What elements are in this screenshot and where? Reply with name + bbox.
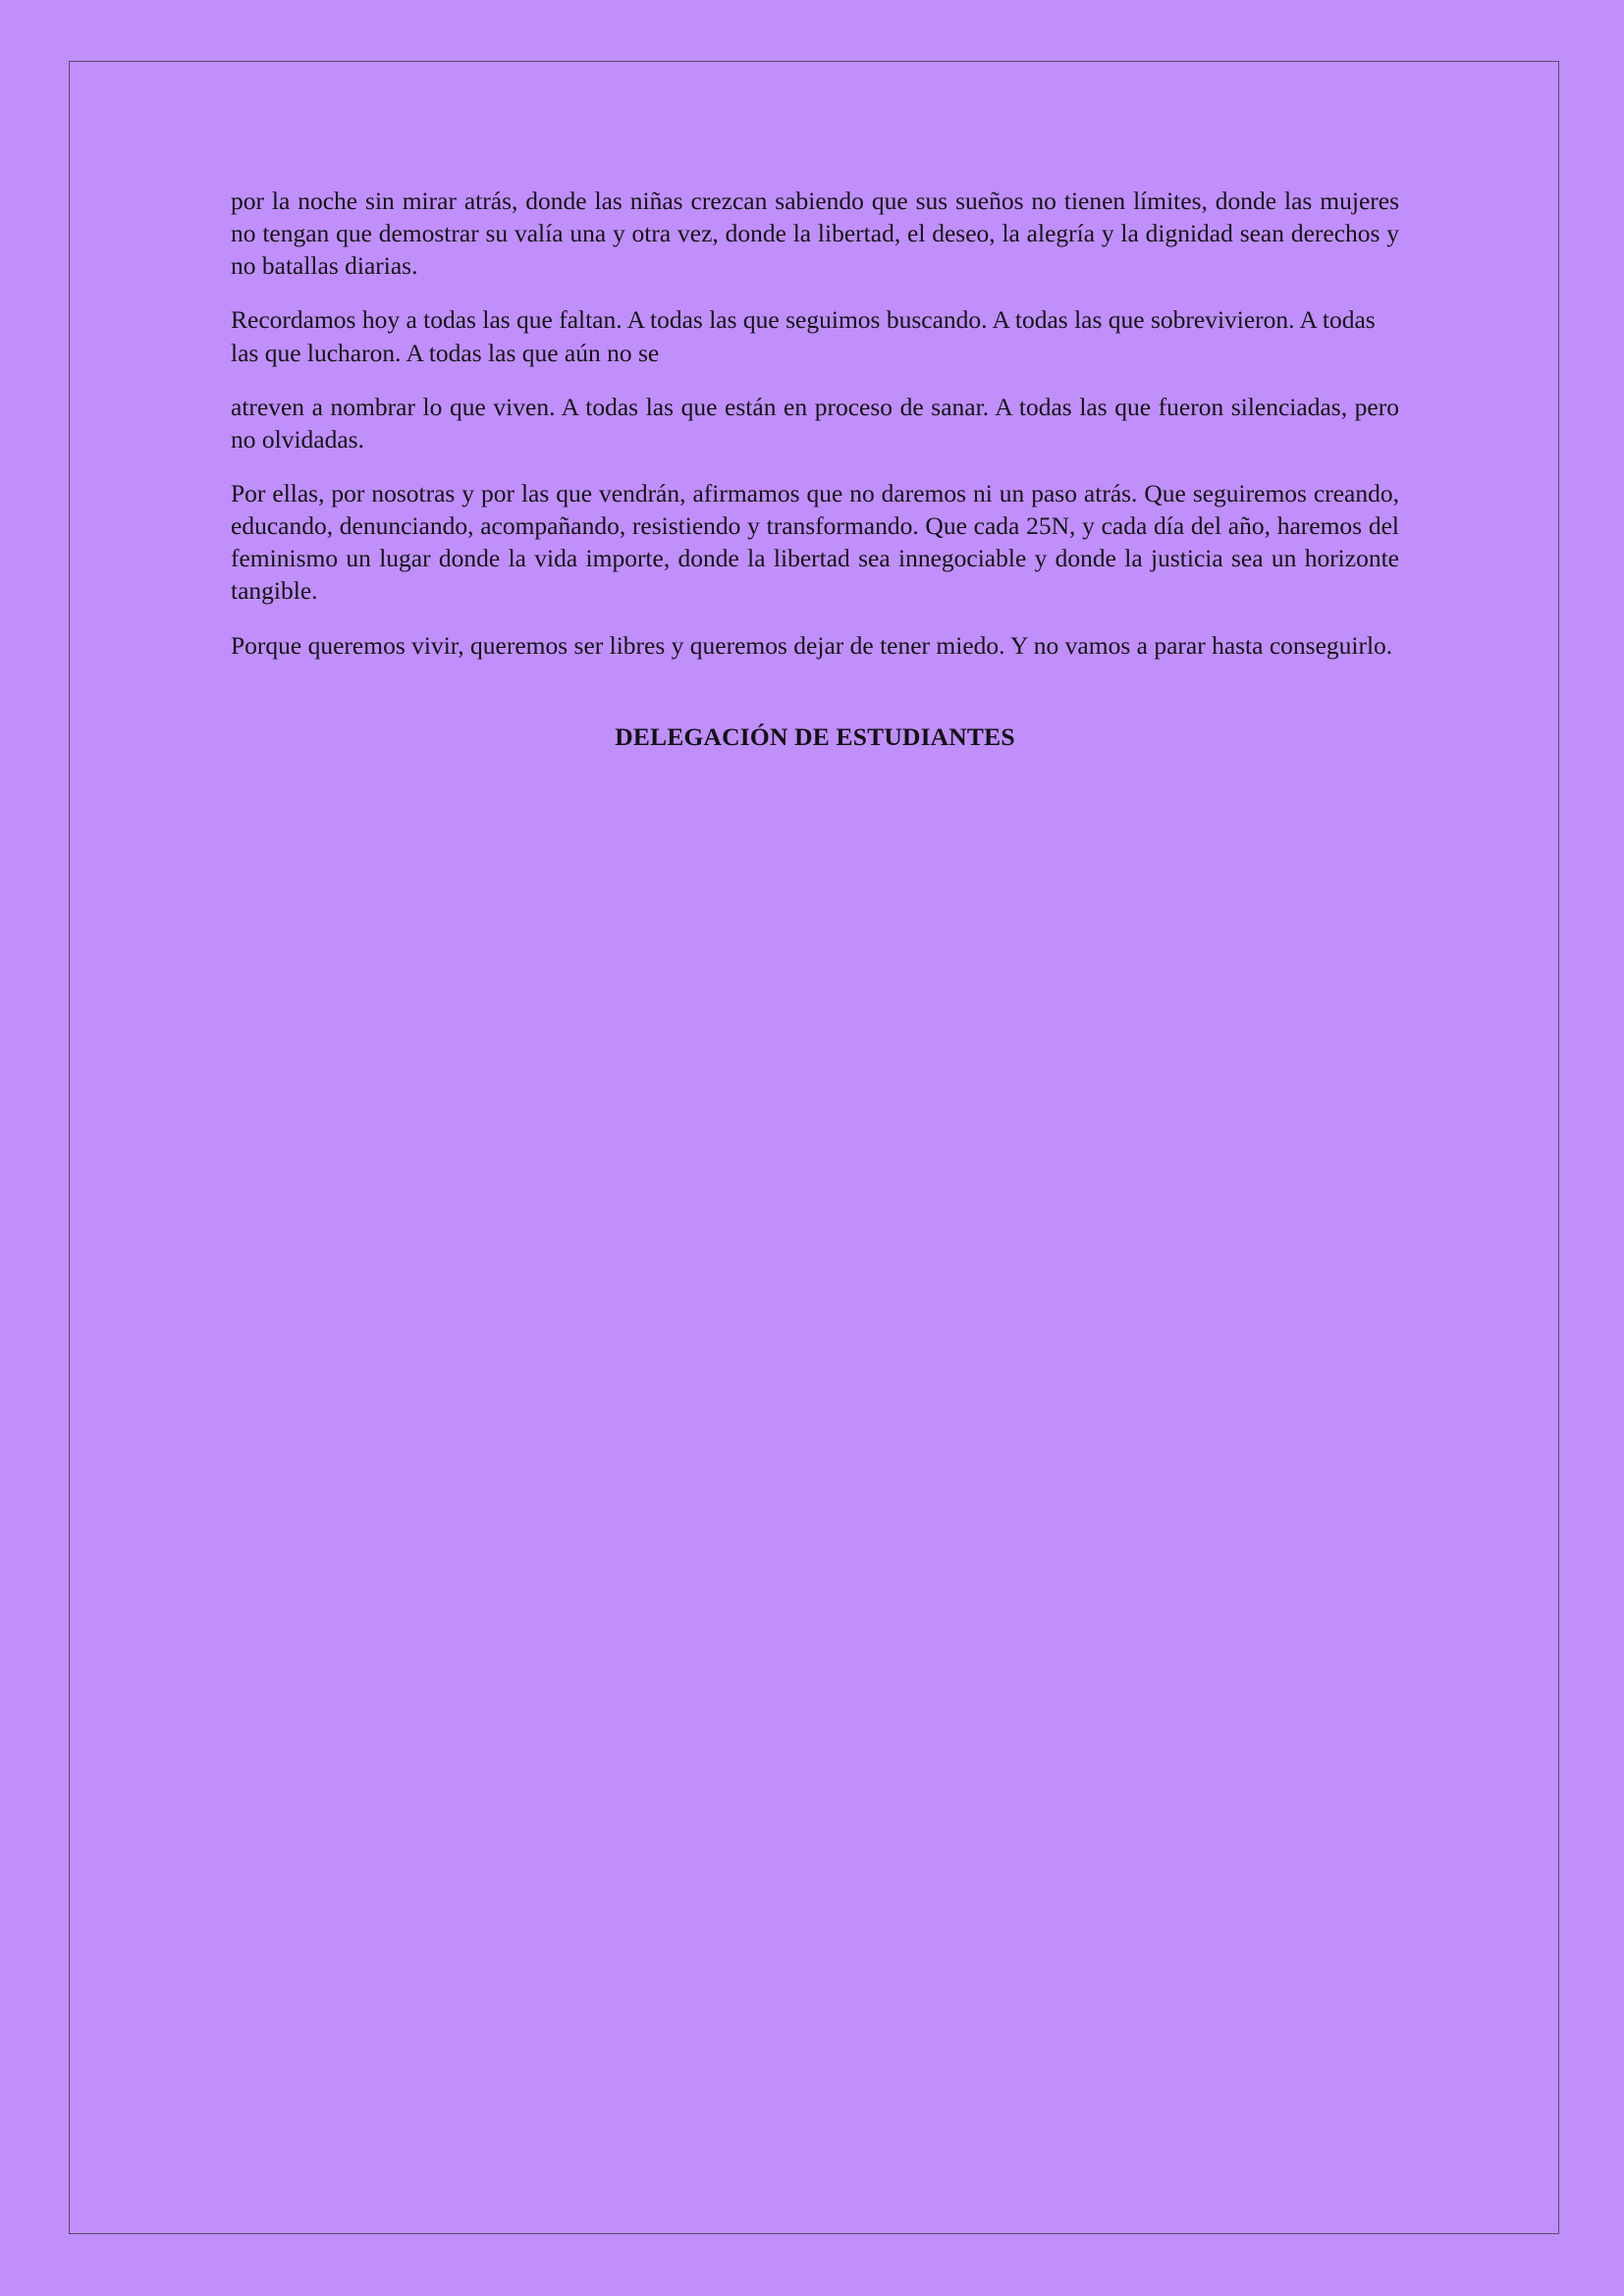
signature-line: DELEGACIÓN DE ESTUDIANTES <box>615 721 1015 751</box>
paragraph-1: por la noche sin mirar atrás, donde las niñas crezcan sabiendo que sus sueños no tienen límites, donde las mujeres no tengan que demostrar su valía una y otra vez, donde la libertad, el deseo, la alegría y la dignidad sean derechos y no batallas diarias. <box>231 187 1399 281</box>
paragraph-3: atreven a nombrar lo que viven. A todas las que están en proceso de sanar. A todas las que fueron silenciadas, pero no olvidadas. <box>231 392 1399 454</box>
paragraph-2: Recordamos hoy a todas las que faltan. A todas las que seguimos buscando. A todas las que sobrevivieron. A todas las que lucharon. A todas las que aún no se <box>231 305 1376 367</box>
document-page <box>69 61 1559 2234</box>
paragraph-4: Por ellas, por nosotras y por las que vendrán, afirmamos que no daremos ni un paso atrás. Que seguiremos creando, educando, denunciando, acompañando, resistiendo y transformando. Que cada 25N, y cada día del año, haremos del feminismo un lugar donde la vida importe, donde la libertad sea innegociable y donde la justicia sea un horizonte tangible. <box>231 478 1399 606</box>
paragraph-5: Porque queremos vivir, queremos ser libres y queremos dejar de tener miedo. Y no vamos a parar hasta conseguirlo. <box>231 630 1393 660</box>
document-body <box>231 185 1399 752</box>
